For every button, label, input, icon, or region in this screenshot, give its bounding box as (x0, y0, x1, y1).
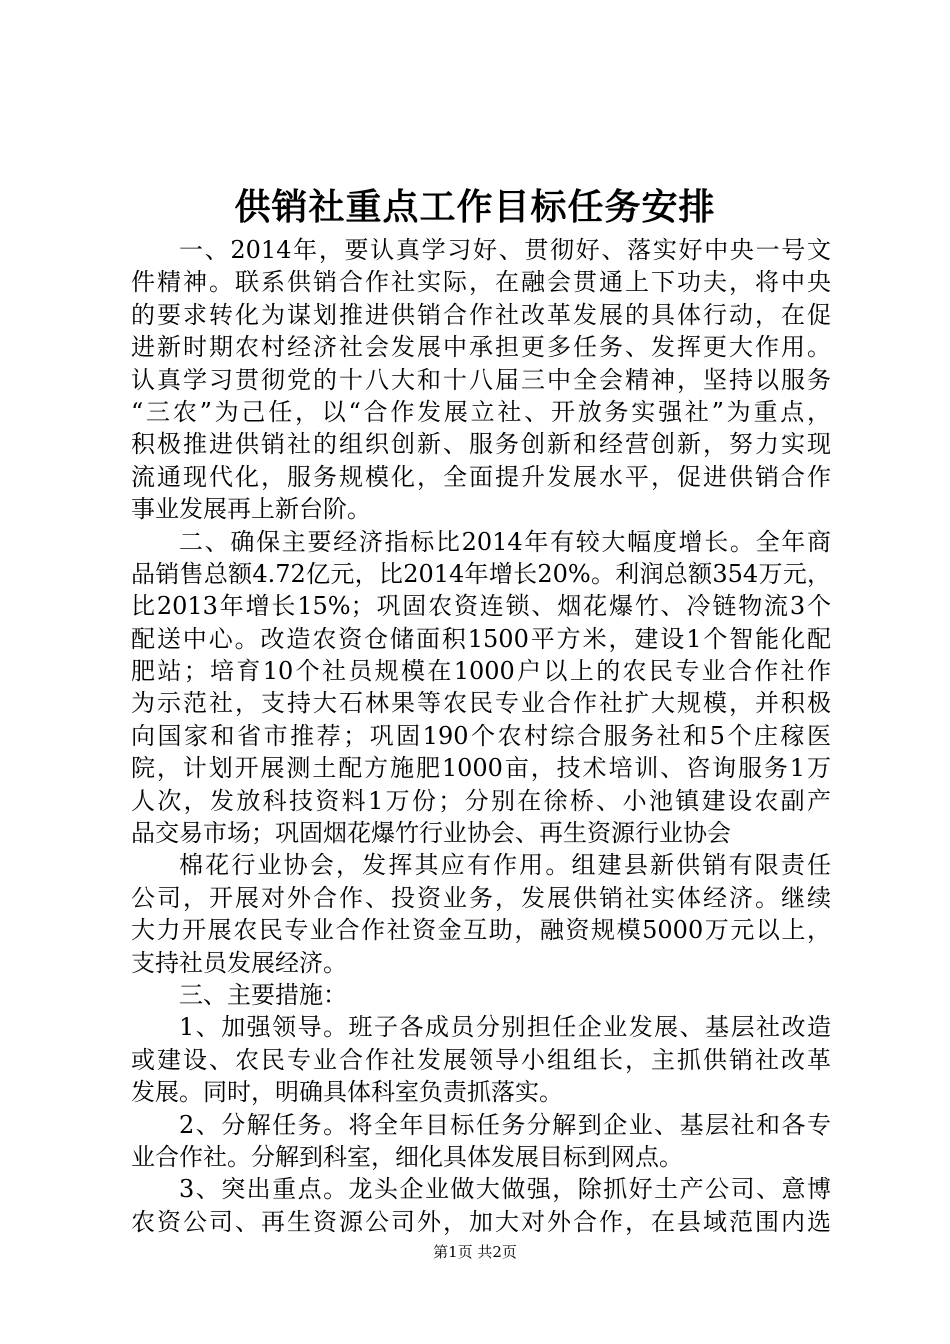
text-line: 一、2014年，要认真学习好、贯彻好、落实好中央一号文 (179, 236, 831, 264)
text-line: 1、加强领导。班子各成员分别担任企业发展、基层社改造 (179, 1013, 831, 1042)
text-line: 品销售总额4.72亿元，比2014年增长20%。利润总额354万元， (131, 559, 831, 588)
text-line: 人次，发放科技资料1万份；分别在徐桥、小池镇建设农副产 (131, 786, 831, 815)
text-line: “三农”为己任，以“合作发展立社、开放务实强社”为重点， (131, 397, 831, 426)
text-line: 积极推进供销社的组织创新、服务创新和经营创新，努力实现 (131, 430, 831, 459)
text-line: 流通现代化，服务规模化，全面提升发展水平，促进供销合作 (131, 462, 831, 491)
text-line: 件精神。联系供销合作社实际，在融会贯通上下功夫，将中央 (131, 268, 831, 297)
text-line: 棉花行业协会，发挥其应有作用。组建县新供销有限责任 (179, 851, 831, 880)
text-line: 三、主要措施： (179, 980, 347, 1009)
text-line: 向国家和省市推荐；巩固190个农村综合服务社和5个庄稼医 (131, 721, 831, 750)
document-body (131, 234, 831, 1238)
text-line: 或建设、农民专业合作社发展领导小组组长，主抓供销社改革 (131, 1045, 831, 1074)
text-line: 比2013年增长15%；巩固农资连锁、烟花爆竹、冷链物流3个 (131, 592, 831, 621)
text-line: 支持社员发展经济。 (131, 948, 347, 977)
text-line: 品交易市场；巩固烟花爆竹行业协会、再生资源行业协会 (131, 819, 731, 848)
text-line: 二、确保主要经济指标比2014年有较大幅度增长。全年商 (179, 527, 831, 556)
text-line: 公司，开展对外合作、投资业务，发展供销社实体经济。继续 (131, 883, 831, 912)
text-line: 进新时期农村经济社会发展中承担更多任务、发挥更大作用。 (131, 333, 831, 362)
text-line: 为示范社，支持大石林果等农民专业合作社扩大规模，并积极 (131, 689, 831, 718)
text-line: 业合作社。分解到科室，细化具体发展目标到网点。 (131, 1142, 683, 1171)
text-line: 肥站；培育10个社员规模在1000户以上的农民专业合作社作 (131, 657, 831, 686)
document-title: 供销社重点工作目标任务安排 (234, 186, 716, 228)
text-line: 3、突出重点。龙头企业做大做强，除抓好土产公司、意博 (179, 1175, 831, 1204)
text-line: 院，计划开展测土配方施肥1000亩，技术培训、咨询服务1万 (131, 754, 831, 783)
text-line: 配送中心。改造农资仓储面积1500平方米，建设1个智能化配 (131, 624, 831, 653)
text-line: 2、分解任务。将全年目标任务分解到企业、基层社和各专 (179, 1110, 831, 1139)
page-footer: 第1页 共2页 (433, 1243, 517, 1261)
text-line: 的要求转化为谋划推进供销合作社改革发展的具体行动，在促 (131, 300, 831, 329)
text-line: 发展。同时，明确具体科室负责抓落实。 (131, 1078, 563, 1107)
text-line: 大力开展农民专业合作社资金互助，融资规模5000万元以上， (131, 916, 831, 945)
text-line: 事业发展再上新台阶。 (131, 495, 371, 524)
text-line: 认真学习贯彻党的十八大和十八届三中全会精神，坚持以服务 (131, 365, 831, 394)
text-line: 农资公司、再生资源公司外，加大对外合作，在县域范围内选 (131, 1207, 831, 1236)
